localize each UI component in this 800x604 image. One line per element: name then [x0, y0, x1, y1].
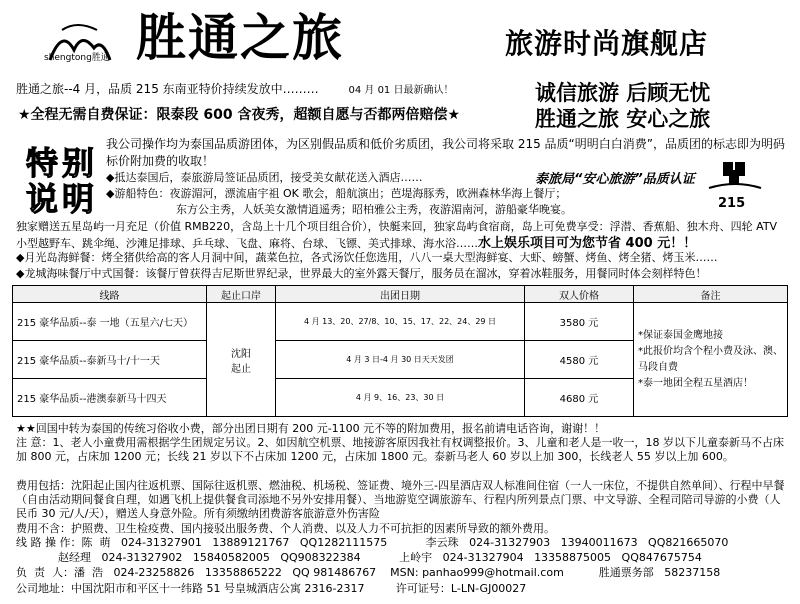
contact-row: 负 责 人：潘 浩 024-23258826 13358865222 QQ 981486767 MSN: panhao999@hotmail.com 胜通票务部 58237158 — [16, 566, 721, 579]
bullet-arrival: ◆抵达泰国后，泰旅游局签证品质团，接受美女献花送入酒店…… — [106, 171, 423, 184]
contacts-block — [16, 536, 728, 581]
remarks-cell: *保证泰国金鹰地接 *此报价均含个程小费及泳、澳、马段自费 *泰一地团全程五星酒店！ — [634, 303, 788, 417]
special-intro: 我公司操作均为泰国品质游团体，为区别假品质和低价劣质团，我公司将采取 215 品质“明明白白消费”，品质团的标志即为明码标价附加费的收取！ — [106, 137, 785, 168]
slogan-line-1: 诚信旅游 后顾无忧 — [535, 81, 711, 105]
seafood-paragraph: ◆月光岛海鲜餐：烤全猪供给高的客人月洞中间，蔬菜色拉，各式汤饮任您选用，八八一桌大型海鲜宴、大虾、螃蟹、烤鱼、烤全猪、烤玉米…… — [16, 251, 718, 264]
slogan — [535, 80, 710, 132]
dates-cell: 4 月 13、20、27/8、10、15、17、22、24、29 日 — [276, 303, 525, 341]
route-cell: 215 豪华品质--泰 一地（五星六/七天） — [13, 303, 207, 341]
fees-excluded: 费用不含：护照费、卫生检疫费、国内接驳出服务费、个人消费、以及人力不可抗拒的因素所导致的额外费用。 — [16, 522, 555, 535]
flagship-heading: 旅游时尚旗舰店 — [505, 27, 709, 60]
table-row — [13, 303, 788, 341]
route-cell: 215 豪华品质--泰新马十/十一天 — [13, 341, 207, 379]
promo-line — [16, 80, 453, 97]
header-price: 双人价格 — [525, 286, 634, 303]
tip-notice: ★★回国中转为泰国的传统习俗收小费，部分出团日期有 200 元-1100 元不等的附加费用，报名前请电话咨询，谢谢！！ — [16, 422, 606, 435]
bullet-cruise: ◆游船特色：夜游湄河，漂流庙宇祖 OK 歌会，船航演出；芭堤海豚秀，欧洲森林华海上餐厅； — [106, 187, 567, 200]
contact-row: 线 路 操 作：陈 萌 024-31327901 13889121767 QQ1282111575 李云珠 024-31327903 13940011673 QQ821665070 — [16, 536, 729, 549]
header-port: 起止口岸 — [207, 286, 276, 303]
slogan-line-2: 胜通之旅 安心之旅 — [535, 107, 711, 131]
update-date: 04 月 01 日最新确认！ — [348, 85, 454, 96]
price-cell: 3580 元 — [525, 303, 634, 341]
routes-table — [12, 285, 788, 417]
contact-row: 赵经理 024-31327902 15840582005 QQ908322384 上岭宇 024-31327904 13358875005 QQ84767575​4 — [16, 551, 702, 564]
special-title-line-1: 特别 — [26, 144, 99, 182]
header-remarks: 备注 — [634, 286, 788, 303]
notes-paragraph: 注 意：1、老人小童费用需根据学生团规定另议。2、如因航空机票、地接游客原因我社有权调整报价。3、儿童和老人是一收一，18 岁以下儿童泰新马不占床加 800 元，占床加 1200 元；长线 21 岁以下不占床加 1200 元，占床加 1800 元。泰新马老人 60 岁以上加 300，长线老人 55 岁以上加 600。 — [16, 436, 784, 463]
company-address: 公司地址：中国沈阳市和平区十一纬路 51 号皇城酒店公寓 2316-2317 许可证号：L-LN-GJ00027 — [16, 582, 527, 595]
route-cell: 215 豪华品质--港澳泰新马十四天 — [13, 379, 207, 417]
special-title-line-2: 说明 — [26, 180, 99, 218]
bullet-shows: 东方公主秀，人妖美女激情逍遥秀；昭柏雅公主秀，夜游湄南河，游船豪华晚宴。 — [176, 203, 572, 216]
page-title: 胜通之旅 — [136, 8, 344, 67]
guarantee-banner: ★全程无需自费保证：限泰段 600 含夜秀，超额自愿与否都两倍赔偿★ — [18, 107, 461, 123]
dates-cell: 4 月 9、16、23、30 日 — [276, 379, 525, 417]
special-notice-title — [26, 145, 98, 217]
island-paragraph — [16, 218, 786, 252]
island-text: 独家赠送五星岛屿一月充足（价值 RMB220，含岛上十几个项目组合价），快艇来回，独家岛屿食宿商，岛上可免费享受：浮潜、香蕉船、独木舟、四轮 ATV 小型越野车、跳伞绳、沙滩足排球、乒乓球、飞盘、麻将、台球、飞镖、美式排球、海水浴…… — [16, 220, 778, 250]
price-cell: 4680 元 — [525, 379, 634, 417]
logo-text: shengtong胜通 — [44, 53, 110, 63]
restaurant-paragraph: ◆龙城海味餐厅中式国餐：该餐厅曾获得吉尼斯世界纪录，世界最大的室外露天餐厅，服务员在溜冰，穿着冰鞋服务，用餐同时体会刻样特色！ — [16, 267, 707, 280]
dates-cell: 4 月 3 日-4 月 30 日天天发团 — [276, 341, 525, 379]
header-dates: 出团日期 — [276, 286, 525, 303]
certification-text: 泰旅局“安心旅游”品质认证 — [535, 172, 695, 187]
fees-included: 费用包括：沈阳起止国内往返机票、国际往返机票、燃油税、机场税、签证费、境外三-四星酒店双人标准间住宿（一人一床位，不提供自然单间）、行程中早餐（自由活动期间餐食自理，如遇飞机上提供餐食司添地不另外安排用餐）、当地游览空调旅游车、行程内所列景点门票、中文导游、全程司陪司导游的小费（人民币 30 元/人/天），赠送人身意外险。所有须缴纳团费游客旅游意外伤害险 — [16, 479, 785, 520]
port-cell: 沈阳 起止 — [207, 303, 276, 417]
header-route: 线路 — [13, 286, 207, 303]
island-savings: 水上娱乐项目可为您节省 400 元！！ — [478, 236, 697, 251]
promo-text: 胜通之旅--4 月，品质 215 东南亚特价持续发放中……… — [16, 82, 319, 96]
price-cell: 4580 元 — [525, 341, 634, 379]
badge-number: 215 — [718, 196, 746, 211]
